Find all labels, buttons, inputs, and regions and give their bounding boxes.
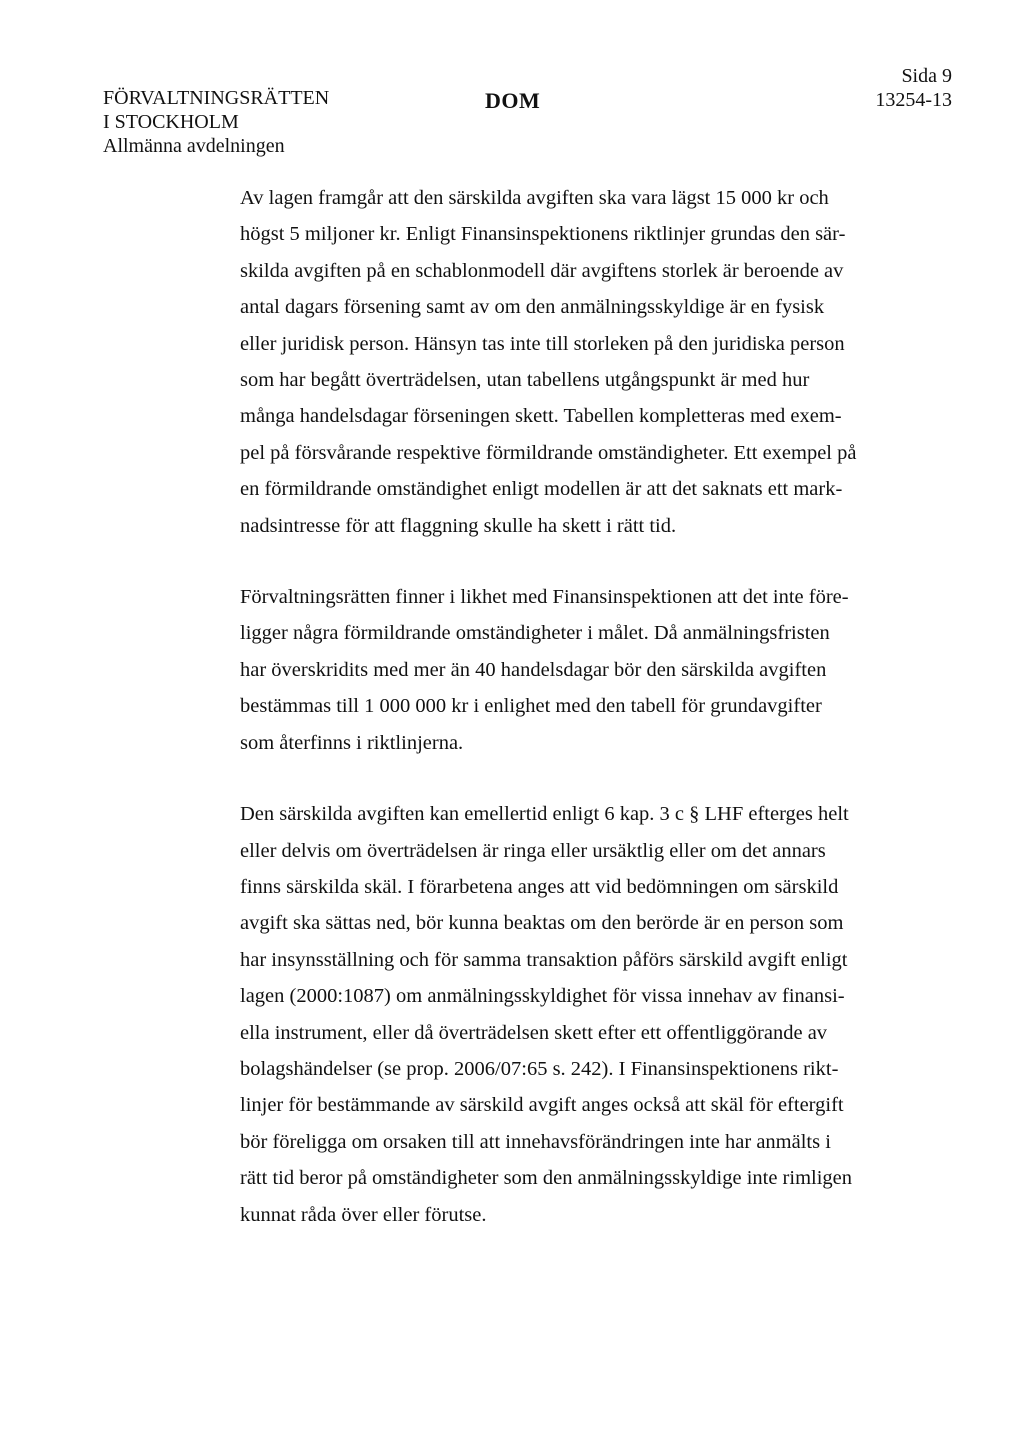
text-line: Av lagen framgår att den särskilda avgiften ska vara lägst 15 000 kr och bbox=[240, 187, 829, 209]
text-line: nadsintresse för att flaggning skulle ha skett i rätt tid. bbox=[240, 514, 677, 537]
text-line: har insynsställning och för samma transaktion påförs särskild avgift enligt bbox=[240, 948, 848, 971]
text-line: lagen (2000:1087) om anmälningsskyldighet för vissa innehav av finansi- bbox=[240, 985, 845, 1008]
case-number: 13254-13 bbox=[875, 89, 952, 111]
text-line: en förmildrande omständighet enligt modellen är att det saknats ett mark- bbox=[240, 478, 843, 501]
text-line: Förvaltningsrätten finner i likhet med Finansinspektionen att det inte före- bbox=[240, 586, 849, 609]
text-line: eller juridisk person. Hänsyn tas inte till storleken på den juridiska person bbox=[240, 332, 845, 355]
text-line: har överskridits med mer än 40 handelsdagar bör den särskilda avgiften bbox=[240, 658, 827, 681]
text-line: bör föreligga om orsaken till att innehavsförändringen inte har anmälts i bbox=[240, 1130, 831, 1153]
text-line: ligger några förmildrande omständigheter i målet. Då anmälningsfristen bbox=[240, 622, 830, 645]
text-line: kunnat råda över eller förutse. bbox=[240, 1203, 487, 1226]
text-line: ella instrument, eller då överträdelsen skett efter ett offentliggörande av bbox=[240, 1021, 828, 1044]
paragraph-1 bbox=[240, 180, 865, 544]
court-name: FÖRVALTNINGSRÄTTEN bbox=[103, 87, 330, 109]
paragraph-2 bbox=[240, 579, 865, 761]
text-line: linjer för bestämmande av särskild avgift anges också att skäl för eftergift bbox=[240, 1094, 844, 1117]
text-line: finns särskilda skäl. I förarbetena anges att vid bedömningen om särskild bbox=[240, 875, 839, 898]
text-line: högst 5 miljoner kr. Enligt Finansinspektionens riktlinjer grundas den sär- bbox=[240, 223, 846, 246]
paragraph-3 bbox=[240, 796, 865, 1233]
text-line: bolagshändelser (se prop. 2006/07:65 s. 242). I Finansinspektionens rikt- bbox=[240, 1057, 839, 1080]
document-type: DOM bbox=[485, 88, 541, 113]
text-line: pel på försvårande respektive förmildrande omständigheter. Ett exempel på bbox=[240, 441, 857, 464]
text-line: som återfinns i riktlinjerna. bbox=[240, 731, 464, 754]
text-line: som har begått överträdelsen, utan tabellens utgångspunkt är med hur bbox=[240, 369, 810, 392]
page-number: Sida 9 bbox=[901, 65, 952, 87]
document-body bbox=[240, 180, 865, 1233]
court-division: Allmänna avdelningen bbox=[103, 135, 285, 157]
text-line: skilda avgiften på en schablonmodell där avgiftens storlek är beroende av bbox=[240, 259, 844, 282]
page-info bbox=[875, 64, 952, 112]
text-line: rätt tid beror på omständigheter som den anmälningsskyldige inte rimligen bbox=[240, 1167, 853, 1190]
text-line: Den särskilda avgiften kan emellertid enligt 6 kap. 3 c § LHF efterges helt bbox=[240, 803, 849, 826]
text-line: avgift ska sättas ned, bör kunna beaktas om den berörde är en person som bbox=[240, 912, 844, 935]
text-line: många handelsdagar förseningen skett. Tabellen kompletteras med exem- bbox=[240, 405, 842, 428]
text-line: eller delvis om överträdelsen är ringa eller ursäktlig eller om det annars bbox=[240, 839, 826, 862]
text-line: bestämmas till 1 000 000 kr i enlighet med den tabell för grundavgifter bbox=[240, 695, 822, 718]
text-line: antal dagars försening samt av om den anmälningsskyldige är en fysisk bbox=[240, 296, 825, 319]
court-header bbox=[103, 86, 329, 158]
court-location: I STOCKHOLM bbox=[103, 111, 239, 133]
